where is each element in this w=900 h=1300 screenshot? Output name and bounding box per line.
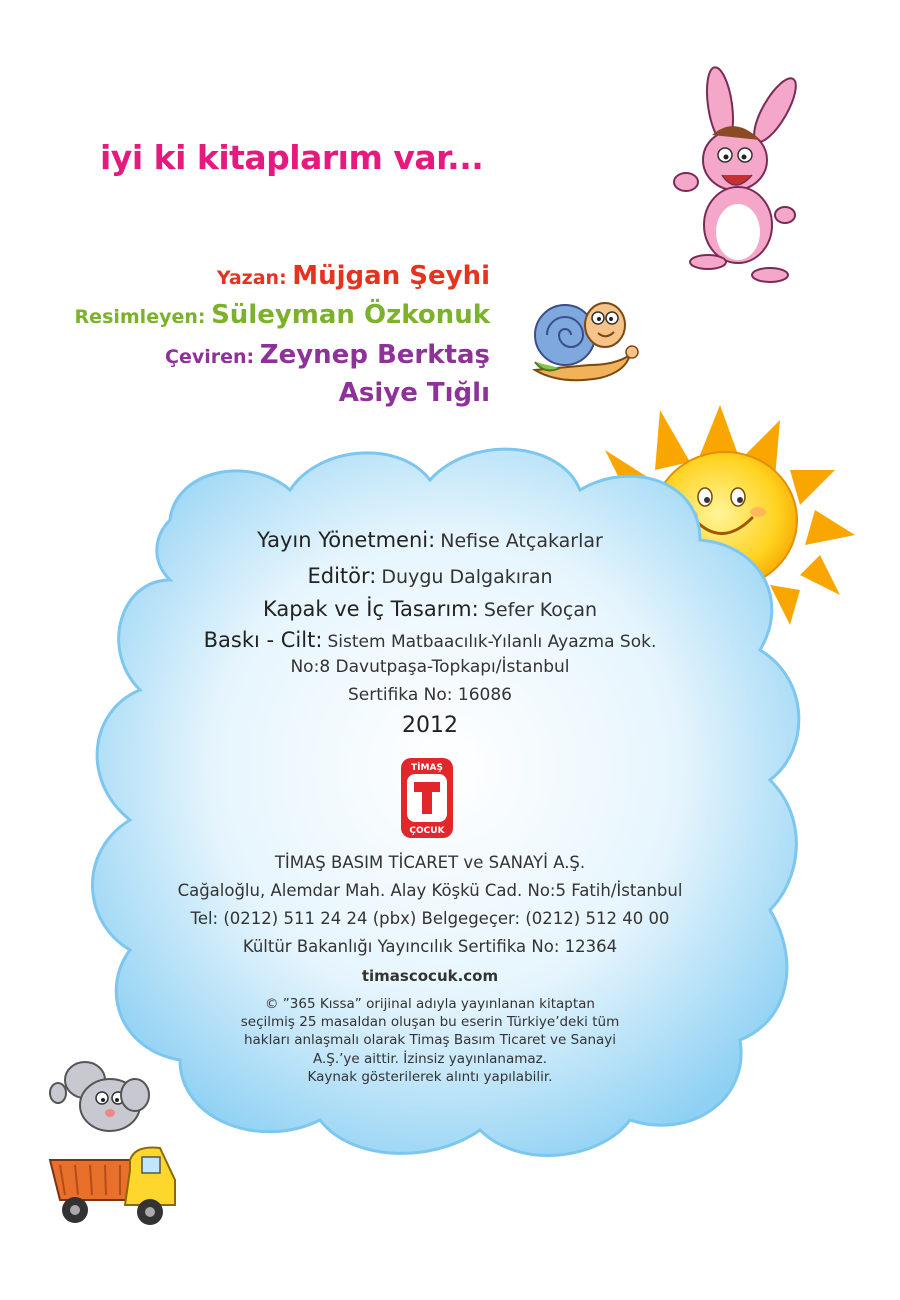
print-label: Baskı - Cilt:	[203, 628, 323, 652]
editor-label: Editör:	[307, 564, 377, 588]
logo-top-text: TİMAŞ	[411, 763, 443, 773]
copyright-line-5: Kaynak gösterilerek alıntı yapılabilir.	[307, 1068, 553, 1085]
editor-line	[100, 564, 760, 597]
publishing-director-line	[100, 528, 760, 564]
copyright-line-1: © ”365 Kıssa” orijinal adıyla yayınlanan kitaptan	[265, 996, 595, 1012]
translator-role: Çeviren:	[165, 346, 255, 368]
design-label: Kapak ve İç Tasarım:	[262, 597, 479, 621]
illustrator-role: Resimleyen:	[74, 306, 206, 328]
print-address-2: No:8 Davutpaşa-Topkapı/İstanbul	[290, 657, 570, 677]
publishing-director-name: Nefise Atçakarlar	[440, 530, 603, 552]
publication-year: 2012	[402, 713, 458, 738]
author-credit	[217, 263, 490, 289]
ministry-certificate: Kültür Bakanlığı Yayıncılık Sertifika No: 12364	[242, 937, 618, 956]
mouse-truck-illustration	[50, 1062, 175, 1225]
rabbit-illustration	[674, 66, 803, 282]
editor-name: Duygu Dalgakıran	[381, 566, 553, 588]
author-name: Müjgan Şeyhi	[292, 261, 490, 291]
copyright-block	[100, 995, 760, 1086]
series-title: iyi ki kitaplarım var...	[100, 138, 484, 177]
publisher-website[interactable]: timascocuk.com	[361, 967, 499, 985]
translator-name-1: Zeynep Berktaş	[259, 340, 490, 370]
illustrator-credit	[75, 302, 490, 328]
imprint-block	[100, 528, 760, 743]
design-name: Sefer Koçan	[483, 599, 598, 621]
copyright-line-3: hakları anlaşmalı olarak Timaş Basım Ticaret ve Sanayi	[243, 1032, 617, 1049]
print-certificate: Sertifika No: 16086	[347, 685, 513, 705]
timas-cocuk-logo	[399, 756, 455, 840]
snail-illustration	[535, 303, 638, 380]
author-role: Yazan:	[216, 267, 287, 289]
print-line-1	[100, 628, 760, 657]
publisher-block	[100, 853, 760, 995]
print-address-1: Sistem Matbaacılık-Yılanlı Ayazma Sok.	[327, 632, 657, 652]
logo-bottom-text: ÇOCUK	[409, 826, 445, 836]
translator-name-2: Asiye Tığlı	[338, 378, 490, 408]
illustrator-name: Süleyman Özkonuk	[211, 300, 490, 330]
publisher-address: Cağaloğlu, Alemdar Mah. Alay Köşkü Cad. No:5 Fatih/İstanbul	[177, 881, 683, 900]
copyright-line-4: A.Ş.’ye aittir. İzinsiz yayınlanamaz.	[312, 1050, 548, 1067]
publisher-phone: Tel: (0212) 511 24 24 (pbx) Belgegeçer: (0212) 512 40 00	[190, 909, 670, 928]
design-line	[100, 597, 760, 628]
translator-credit	[165, 342, 490, 368]
translator-credit-2	[339, 380, 490, 406]
publisher-name: TİMAŞ BASIM TİCARET ve SANAYİ A.Ş.	[274, 853, 586, 872]
publishing-director-label: Yayın Yönetmeni:	[257, 528, 436, 552]
copyright-line-2: seçilmiş 25 masaldan oluşan bu eserin Türkiye’deki tüm	[240, 1014, 620, 1031]
